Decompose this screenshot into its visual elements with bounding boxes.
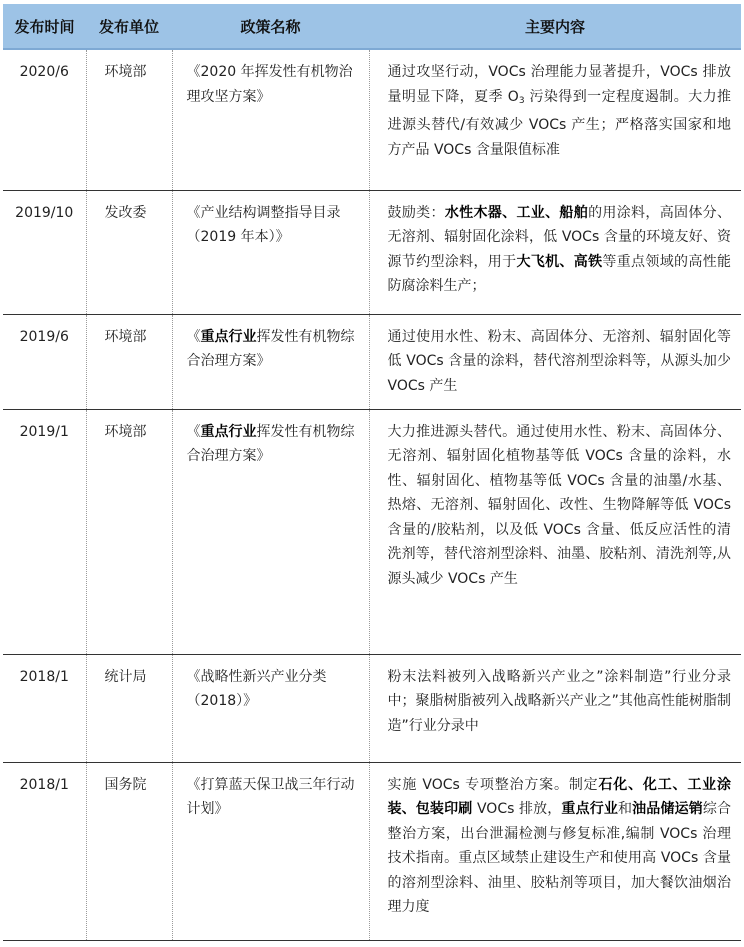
bold-text-run: 重点行业: [200, 328, 257, 345]
text-run: 《打算蓝天保卫战三年行动计划》: [186, 776, 355, 817]
cell-org: 国务院: [86, 762, 172, 940]
cell-content: [369, 762, 741, 940]
text-run: 实施 VOCs 专项整治方案。制定: [387, 776, 599, 793]
table-row: [3, 49, 741, 190]
cell-policy-name: [172, 49, 369, 190]
subscript-text: 3: [518, 95, 525, 106]
text-run: 污染得到一定程度遏制。大力推进源头替代/有效减少 VOCs 产生；严格落实国家和地方产品 VOCs 含量限值标准: [387, 88, 731, 158]
cell-policy-name: [172, 409, 369, 654]
text-run: 《产业结构调整指导目录（2019 年本）》: [186, 204, 341, 245]
bold-text-run: 水性木器、工业、船舶: [444, 204, 589, 221]
bold-text-run: 重点行业: [200, 423, 257, 440]
bold-text-run: 油品储运销: [632, 801, 703, 817]
header-policy-name: 政策名称: [172, 4, 369, 49]
text-run: 综合整治方案，出台泄漏检测与修复标准,编制 VOCs 治理技术指南。重点区域禁止建设生产和使用高 VOCs 含量的溶剂型涂料、油里、胶粘剂等项目，加大餐饮油烟治理力度: [387, 801, 732, 915]
text-run: 《战略性新兴产业分类（2018）》: [186, 668, 327, 709]
table-row: [3, 762, 741, 940]
cell-content: [369, 654, 741, 762]
bold-text-run: 重点行业: [561, 801, 618, 817]
cell-content: [369, 190, 741, 314]
cell-date: 2020/6: [19, 64, 69, 80]
cell-org: 环境部: [86, 314, 172, 409]
cell-date: 2018/1: [19, 668, 69, 685]
bold-text-run: 石化、化工、工业涂装、包装印刷: [387, 776, 731, 817]
text-run: 《2020 年挥发性有机物治理攻坚方案》: [186, 64, 353, 105]
cell-date: 2019/6: [19, 328, 69, 345]
cell-content: [369, 314, 741, 409]
text-run: 大力推进源头替代。通过使用水性、粉末、高固体分、无溶剂、辐射固化植物基等低 VOCs 含量的涂料，水性、辐射固化、植物基等低 VOCs 含量的油墨/水基、热熔、无溶剂、辐射固化、改性、生物降解等低 VOCs 含量的/胶粘剂，以及低 VOCs 含量、低反应活性的清洗剂等，替代溶剂型涂料、油墨、胶粘剂、清洗剂等,从源头减少 VOCs 产生: [387, 423, 731, 587]
cell-policy-name: [172, 654, 369, 762]
table-row: [3, 409, 741, 654]
policy-table: [3, 4, 741, 941]
text-run: 挥发性有机物综合治理方案》: [186, 423, 355, 464]
cell-policy-name: [172, 762, 369, 940]
header-content: 主要内容: [369, 4, 741, 49]
text-run: 粉末法料被列入战略新兴产业之”涂料制造”行业分录中；聚脂树脂被列入战略新兴产业之”其他高性能树脂制造”行业分录中: [387, 668, 731, 734]
cell-date: 2019/10: [15, 204, 74, 221]
cell-org: 统计局: [86, 654, 172, 762]
cell-org: 环境部: [86, 49, 172, 190]
cell-content: [369, 49, 741, 190]
header-org: 发布单位: [86, 4, 172, 49]
text-run: 通过使用水性、粉末、高固体分、无溶剂、辐射固化等低 VOCs 含量的涂料，替代溶剂型涂料等，从源头加少 VOCs 产生: [387, 328, 731, 394]
text-run: 等重点领域的高性能防腐涂料生产；: [387, 253, 732, 294]
cell-org: 环境部: [86, 409, 172, 654]
text-run: 《: [186, 328, 201, 345]
cell-content: [369, 409, 741, 654]
cell-date: 2018/1: [19, 776, 69, 793]
text-run: 和: [618, 801, 633, 817]
text-run: 的用涂料，高固体分、无溶剂、辐射固化涂料，低 VOCs 含量的环境友好、资源节约型涂料，用于: [387, 204, 732, 270]
cell-policy-name: [172, 314, 369, 409]
table-header-row: [3, 4, 741, 49]
text-run: 通过攻坚行动，VOCs 治理能力显著提升，VOCs 排放量明显下降，夏季 O: [387, 64, 731, 105]
header-date: 发布时间: [3, 4, 86, 49]
text-run: 《: [186, 423, 201, 440]
policy-table-container: [3, 4, 741, 941]
cell-policy-name: [172, 190, 369, 314]
table-row: [3, 314, 741, 409]
table-row: [3, 190, 741, 314]
cell-org: 发改委: [86, 190, 172, 314]
cell-date: 2019/1: [19, 423, 69, 440]
text-run: 挥发性有机物综合治理方案》: [186, 328, 355, 369]
table-row: [3, 654, 741, 762]
text-run: 鼓励类：: [387, 204, 445, 221]
text-run: VOCs 排放，: [472, 801, 562, 817]
bold-text-run: 大飞机、高铁: [516, 253, 603, 270]
